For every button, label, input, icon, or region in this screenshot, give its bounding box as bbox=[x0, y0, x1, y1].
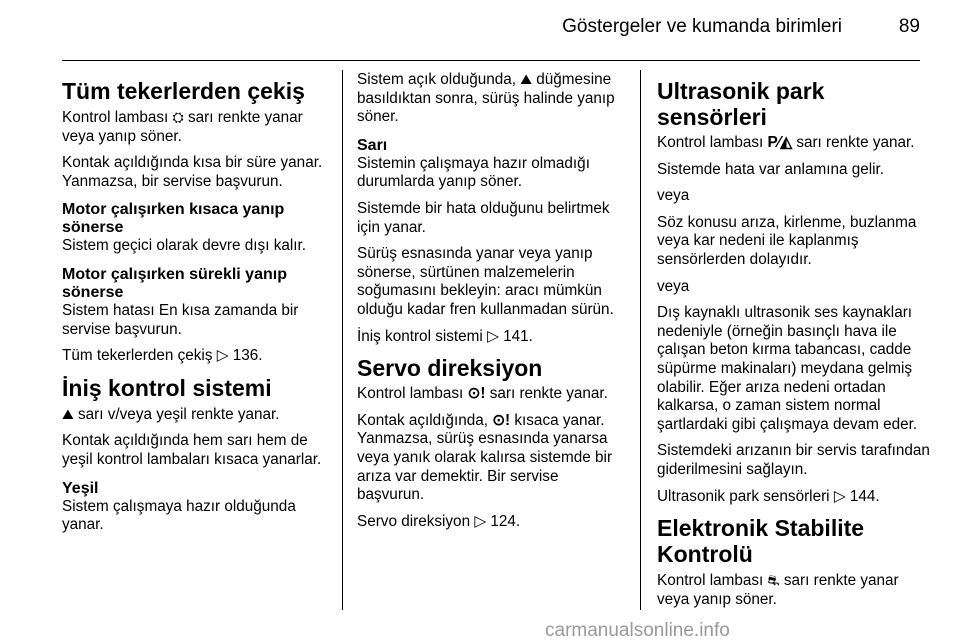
subheading-short-blink: Motor çalışırken kısaca yanıp sönerse bbox=[62, 201, 285, 237]
page-ref[interactable]: 124. bbox=[490, 512, 521, 530]
paragraph bbox=[62, 347, 332, 366]
text: Servo direksiyon bbox=[357, 512, 471, 530]
text: Kontrol lambası bbox=[657, 134, 764, 151]
heading-all-wheel-drive: Tüm tekerlerden çekiş bbox=[62, 78, 305, 104]
text: sarı renkte yanar veya yanıp söner. bbox=[62, 109, 303, 145]
text: düğmesine basıldıktan sonra, sürüş halinde yanıp söner. bbox=[357, 71, 615, 126]
page-ref[interactable]: 136. bbox=[232, 347, 263, 365]
paragraph: Söz konusu arıza, kirlenme, buzlanma veya kar nedeni ile kaplanmış sensörlerden dolayıdır. bbox=[657, 213, 917, 268]
heading-power-steering: Servo direksiyon bbox=[357, 355, 543, 382]
text: Tüm tekerlerden çekiş bbox=[62, 347, 213, 365]
page-ref[interactable]: 144. bbox=[849, 487, 880, 505]
text: Sistem açık olduğunda, bbox=[357, 71, 517, 88]
paragraph: veya bbox=[657, 277, 690, 295]
paragraph: Kontak açıldığında kısa bir süre yanar. Yanmazsa, bir servise başvurun. bbox=[62, 154, 323, 190]
paragraph bbox=[357, 513, 627, 532]
paragraph bbox=[357, 328, 627, 347]
column-1 bbox=[62, 70, 332, 543]
paragraph: Sistem hatası En kısa zamanda bir servise başvurun. bbox=[62, 301, 299, 338]
heading-descent-control: İniş kontrol sistemi bbox=[62, 374, 272, 401]
paragraph: Sistem geçici olarak devre dışı kalır. bbox=[62, 237, 306, 255]
paragraph: Kontak açıldığında hem sarı hem de yeşil kontrol lambaları kısaca yanarlar. bbox=[62, 432, 322, 468]
column-divider bbox=[640, 70, 641, 610]
text: Kontak açıldığında, bbox=[357, 411, 488, 429]
page-header bbox=[0, 0, 960, 50]
paragraph bbox=[62, 405, 332, 425]
heading-esp: Elektronik Stabilite Kontrolü bbox=[657, 515, 865, 568]
subheading-yellow: Sarı bbox=[357, 136, 388, 154]
esp-icon: ⛐ bbox=[767, 572, 780, 589]
awd-warning-icon: ⛭ bbox=[172, 109, 184, 125]
text: Kontrol lambası bbox=[657, 572, 764, 590]
page-number: 89 bbox=[898, 16, 920, 37]
paragraph: Sistemin çalışmaya hazır olmadığı durumlarda yanıp söner. bbox=[357, 154, 590, 191]
descent-control-icon: ⛰ bbox=[62, 405, 74, 422]
paragraph bbox=[657, 488, 932, 507]
paragraph: Dış kaynaklı ultrasonik ses kaynakları nedeniyle (örneğin basınçlı hava ile çalışan beton kırma tabancası, cadde süpürme makinaları) meydana gelmiş olabilir. Eğer arıza nedeni ortadan kalkarsa, o zaman sistem normal şartlardaki gibi çalışmaya devam eder. bbox=[657, 304, 918, 433]
subheading-continuous-blink: Motor çalışırken sürekli yanıp sönerse bbox=[62, 265, 287, 301]
paragraph bbox=[657, 134, 932, 153]
column-3 bbox=[657, 70, 932, 617]
paragraph: Sistemde hata var anlamına gelir. bbox=[657, 160, 885, 178]
descent-control-icon: ⛰ bbox=[520, 71, 533, 87]
column-divider bbox=[342, 70, 343, 610]
arrow-icon: ▷ bbox=[487, 327, 499, 345]
steering-warning-icon: ⊙! bbox=[492, 411, 511, 429]
paragraph bbox=[357, 70, 627, 127]
park-icon-letter: P bbox=[767, 134, 778, 151]
paragraph bbox=[657, 571, 932, 609]
page-ref[interactable]: 141. bbox=[503, 327, 533, 345]
heading-park-sensors: Ultrasonik park sensörleri bbox=[657, 78, 825, 130]
paragraph: Sistem çalışmaya hazır olduğunda yanar. bbox=[62, 497, 296, 534]
paragraph bbox=[357, 385, 627, 404]
paragraph: Sürüş esnasında yanar veya yanıp sönerse, sürtünen malzemelerin soğumasını bekleyin: aracı mümkün olduğu kadar fren kullanmadan sürün. bbox=[357, 245, 614, 318]
text: Kontrol lambası bbox=[357, 385, 464, 403]
text: İniş kontrol sistemi bbox=[357, 327, 483, 345]
park-assist-icon: P⁄◭ bbox=[767, 134, 793, 151]
watermark: carmanualsonline.info bbox=[545, 620, 730, 641]
subheading-green: Yeşil bbox=[62, 479, 99, 497]
arrow-icon: ▷ bbox=[216, 347, 229, 365]
steering-warning-icon: ⊙! bbox=[467, 385, 486, 403]
text: Kontrol lambası bbox=[62, 109, 169, 126]
text: Ultrasonik park sensörleri bbox=[657, 487, 830, 505]
text: sarı v/veya yeşil renkte yanar. bbox=[78, 405, 280, 423]
header-title: Göstergeler ve kumanda birimleri bbox=[562, 16, 842, 37]
header-rule bbox=[62, 60, 920, 61]
paragraph: veya bbox=[657, 187, 690, 205]
text: sarı renkte yanar veya yanıp söner. bbox=[657, 572, 899, 608]
paragraph bbox=[357, 412, 627, 505]
column-2 bbox=[357, 70, 627, 539]
arrow-icon: ▷ bbox=[833, 487, 846, 505]
paragraph: Sistemdeki arızanın bir servis tarafından giderilmesini sağlayın. bbox=[657, 442, 930, 478]
text: kısaca yanar. Yanmazsa, sürüş esnasında yanarsa veya yanık olarak kalırsa sistemde bir arıza var demektir. Bir servise başvurun. bbox=[357, 411, 613, 504]
arrow-icon: ▷ bbox=[474, 512, 487, 530]
text: sarı renkte yanar. bbox=[796, 134, 915, 151]
paragraph: Sistemde bir hata olduğunu belirtmek için yanar. bbox=[357, 199, 610, 236]
paragraph bbox=[62, 108, 332, 146]
text: sarı renkte yanar. bbox=[489, 385, 608, 403]
